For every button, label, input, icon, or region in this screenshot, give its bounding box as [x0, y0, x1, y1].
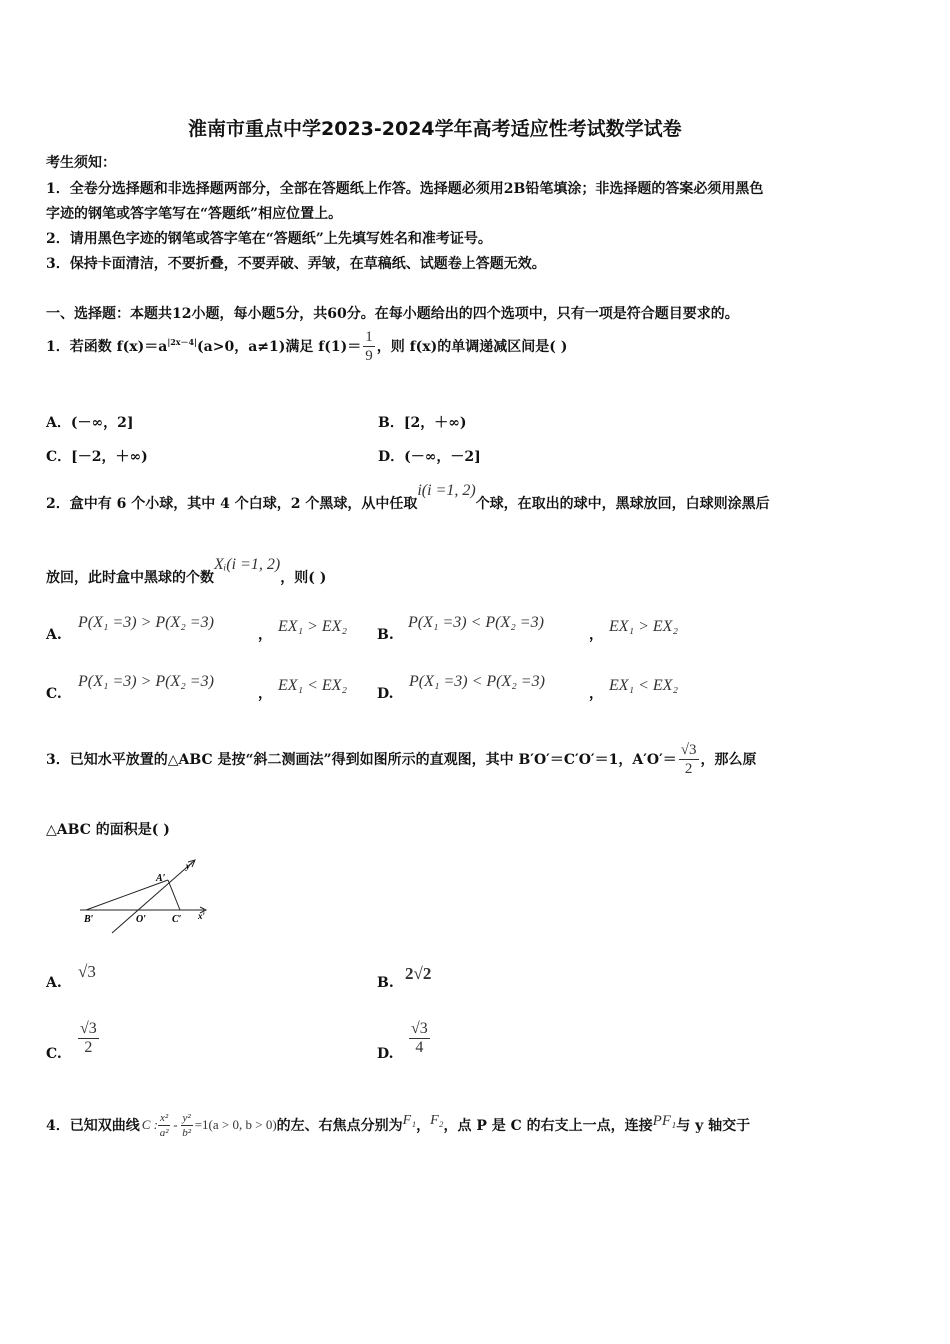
q4-prefix: 4．已知双曲线 — [46, 1118, 140, 1134]
q3-d-den: 4 — [415, 1039, 424, 1056]
q1-middle: (a>0，a≠1)满足 f(1)＝ — [197, 339, 362, 355]
q3-option-a-label[interactable]: A. — [46, 975, 62, 991]
q4-sep: ， — [416, 1118, 431, 1134]
q4-f1: F₁ — [402, 1113, 417, 1128]
q2-option-d-comma: ， — [589, 686, 603, 702]
q3-option-c-label[interactable]: C. — [46, 1046, 62, 1062]
segment-a-c — [168, 880, 180, 910]
q2-option-b-label[interactable]: B. — [377, 627, 394, 643]
q1-suffix: ，则 f(x)的单调递减区间是( ) — [376, 339, 568, 355]
q2-option-b-exp: EX₁ > EX₂ — [609, 618, 679, 635]
q4-eq-rest: =1(a > 0, b > 0) — [194, 1117, 277, 1132]
q4-eq-c: C : — [141, 1117, 158, 1132]
q4-middle2: ，点 P 是 C 的右支上一点，连接 — [443, 1118, 653, 1134]
label-x: x′ — [198, 911, 206, 921]
notice-heading: 考生须知： — [46, 155, 116, 171]
q3-line1-prefix: 3．已知水平放置的△ABC 是按“斜二测画法”得到如图所示的直观图，其中 B′O′＝C′O′＝1，A′O′＝ — [46, 752, 677, 768]
q2-option-c-comma: ， — [258, 686, 272, 702]
q2-option-c-prob: P(X₁ =3) > P(X₂ =3) — [78, 673, 214, 690]
q2-line-1 — [46, 482, 770, 513]
q2-line1-prefix: 2．盒中有 6 个小球，其中 4 个白球，2 个黑球，从中任取 — [46, 496, 418, 512]
label-c: C′ — [172, 914, 182, 925]
notice-item-2: 2．请用黑色字迹的钢笔或答字笔在“答题纸”上先填写姓名和准考证号。 — [46, 231, 492, 247]
q3-figure — [76, 855, 216, 935]
label-a: A′ — [156, 873, 166, 884]
q2-option-d-label[interactable]: D. — [377, 686, 394, 702]
q2-line2-prefix: 放回，此时盒中黑球的个数 — [46, 570, 214, 586]
q2-option-a-prob: P(X₁ =3) > P(X₂ =3) — [78, 614, 214, 631]
label-b: B′ — [84, 914, 94, 925]
q4-middle1: 的左、右焦点分别为 — [276, 1118, 403, 1134]
q4-y-num: y² — [182, 1111, 191, 1124]
q2-line2-suffix: ，则( ) — [280, 570, 327, 586]
q1-frac-num: 1 — [365, 328, 373, 345]
notice-item-1-line-2: 字迹的钢笔或答字笔写在“答题纸”相应位置上。 — [46, 206, 343, 222]
section-heading: 一、选择题：本题共12小题，每小题5分，共60分。在每小题给出的四个选项中，只有一项是符合题目要求的。 — [46, 306, 739, 322]
q1-option-c[interactable]: C．[－2，＋∞) — [46, 449, 148, 465]
q2-option-d-prob: P(X₁ =3) < P(X₂ =3) — [409, 673, 545, 690]
q4-x-fraction — [158, 1111, 170, 1140]
q3-frac-den: 2 — [684, 760, 693, 777]
label-o: O′ — [136, 914, 147, 925]
q2-option-b-prob: P(X₁ =3) < P(X₂ =3) — [408, 614, 544, 631]
q3-c-num: √3 — [80, 1020, 97, 1037]
q3-option-b-value: 2√2 — [405, 964, 432, 983]
q3-option-d-label[interactable]: D. — [377, 1046, 394, 1062]
q4-f2: F₂ — [430, 1113, 444, 1128]
q2-option-a-exp: EX₁ > EX₂ — [278, 618, 348, 635]
q4-y-fraction — [181, 1111, 193, 1140]
q2-line-2 — [46, 556, 326, 587]
q2-line1-suffix: 个球，在取出的球中，黑球放回，白球则涂黑后 — [475, 496, 770, 512]
q2-line2-math: Xᵢ(i =1, 2) — [214, 556, 281, 573]
q2-option-d-exp: EX₁ < EX₂ — [609, 677, 679, 694]
q3-d-num: √3 — [411, 1020, 428, 1037]
notice-item-3: 3．保持卡面清洁，不要折叠，不要弄破、弄皱，在草稿纸、试题卷上答题无效。 — [46, 256, 546, 272]
q2-option-c-label[interactable]: C. — [46, 686, 62, 702]
page-title: 淮南市重点中学2023-2024学年高考适应性考试数学试卷 — [188, 118, 682, 140]
q3-fraction — [679, 741, 699, 778]
q4-y-den: b² — [182, 1126, 192, 1139]
q3-c-den: 2 — [84, 1039, 93, 1056]
question-1 — [46, 326, 567, 366]
q2-option-c-exp: EX₁ < EX₂ — [278, 677, 348, 694]
q3-frac-num: √3 — [680, 741, 697, 758]
q1-option-b[interactable]: B．[2，＋∞) — [378, 415, 467, 431]
question-4 — [46, 1104, 750, 1146]
q3-option-c-fraction — [78, 1020, 99, 1057]
label-y: y′ — [186, 861, 193, 871]
q2-option-a-comma: ， — [258, 627, 272, 643]
q3-option-a-value: √3 — [78, 962, 96, 981]
q2-line1-math: i(i =1, 2) — [417, 482, 476, 499]
q4-pf1: PF₁ — [652, 1112, 677, 1129]
q3-line1-suffix: ，那么原 — [700, 752, 757, 768]
q1-exponent: |2x－4| — [167, 336, 198, 347]
q3-line-2: △ABC 的面积是( ) — [46, 822, 170, 838]
notice-item-1-line-1: 1．全卷分选择题和非选择题两部分，全部在答题纸上作答。选择题必须用2B铅笔填涂；非选择题的答案必须用黑色 — [46, 181, 764, 197]
q4-x-num: x² — [160, 1111, 169, 1124]
q1-frac-den: 9 — [365, 347, 373, 364]
q4-suffix: 与 y 轴交于 — [676, 1118, 751, 1134]
q4-x-den: a² — [159, 1126, 169, 1139]
q3-option-b-label[interactable]: B. — [377, 975, 394, 991]
q2-option-b-comma: ， — [589, 627, 603, 643]
q1-option-d[interactable]: D．(－∞，－2] — [378, 449, 481, 465]
q1-fraction — [363, 328, 375, 365]
y-axis-line — [112, 861, 194, 933]
q3-option-d-fraction — [409, 1020, 430, 1057]
q3-line-1 — [46, 734, 757, 784]
q4-minus: - — [173, 1117, 178, 1132]
q1-option-a[interactable]: A．(－∞，2] — [46, 415, 134, 431]
q2-option-a-label[interactable]: A. — [46, 627, 62, 643]
q1-prefix: 1．若函数 f(x)＝a — [46, 339, 168, 355]
